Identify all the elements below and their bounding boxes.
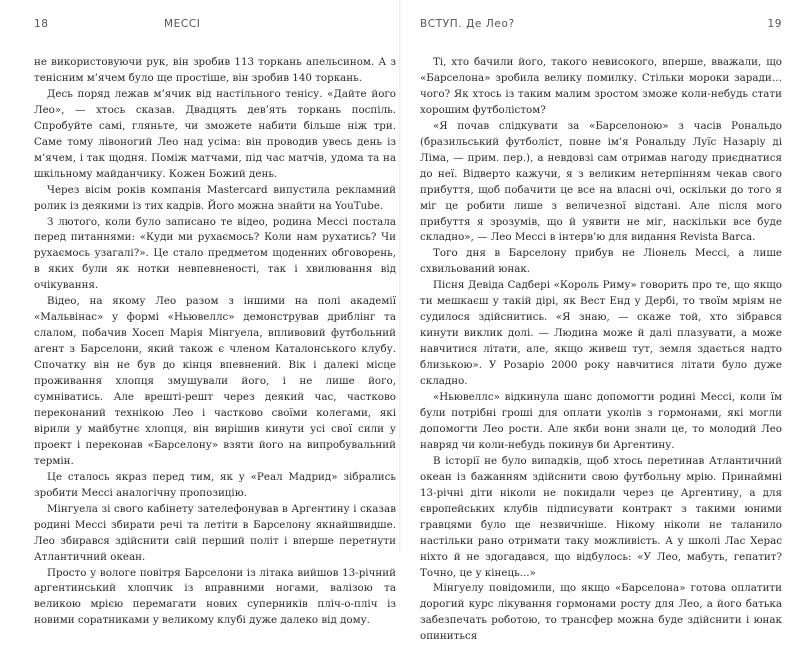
paragraph: Через вісім років компанія Mastercard випустила рекламний ролик із деякими із тих кадрів. Його можна знайти на YouTube. bbox=[34, 183, 396, 212]
paragraph: Пісня Девіда Садбері «Король Риму» говорить про те, що якщо ти мешкаєш у такій дірі, як Вест Енд у Дербі, то твоїм мріям не судилося здійснитись. «Я знаю, — скаже той, хто зібрався кинути виклик долі. — Людина може й далі плазувати, а може навчитися літати, але, якщо живеш тут, земля здається надто близькою». У Розаріо 2000 року навчитися літати було дуже складно. bbox=[420, 279, 782, 388]
paragraph: не використовуючи рук, він зробив 113 торкань апельсином. А з тенісним м’ячем було ще простіше, він зробив 140 торкань. bbox=[34, 56, 396, 84]
paragraph: Ті, хто бачили його, такого невисокого, вперше, вважали, що «Барселона» зробила велику помилку. Стільки мороки заради… чого? Як хтось із таким малим зростом зможе коли-небудь стати хорошим футболістом? bbox=[420, 56, 782, 116]
left-page bbox=[34, 0, 396, 627]
paragraph: Десь поряд лежав м’ячик від настільного тенісу. «Дайте його Лео», — хтось сказав. Двадцять дев’ять торкань поспіль. Спробуйте самі, гляньте, чи зможете набити більше ніж три. Саме тому лівоногий Лео над усіма: він проводив увесь день із м’ячем, і так щодня. Поміж матчами, під час матчів, удома та на шкільному майданчику. Кожен Божий день. bbox=[34, 87, 396, 180]
paragraph: Того дня в Барселону прибув не Лiонель Мессі, а лише схвильований юнак. bbox=[420, 247, 782, 276]
paragraph: Мінгуела зі свого кабінету зателефонував в Аргентину і сказав родині Мессі збирати речі та летіти в Барселону якнайшвидше. Лео збирався здійснити свій перший політ і вперше перетнути Атлантичний океан. bbox=[34, 502, 396, 563]
paragraph: Мінгуелу повідомили, що якщо «Барселона» готова оплатити дорогий курс лікування гормонами росту для Лео, а його батька забезпечать роботою, то трансфер можна буде здійснити і юнак опиниться bbox=[420, 582, 782, 643]
left-page-body bbox=[34, 55, 396, 629]
paragraph: Це сталось якраз перед тим, як у «Реал Мадрид» зібрались зробити Мессі аналогічну пропозицію. bbox=[34, 470, 396, 499]
paragraph: З лютого, коли було записано те відео, родина Мессі постала перед питаннями: «Куди ми рухаємось? Коли нам рухатись? Чи рухаємось узагалі?». Це стало предметом щоденних обговорень, в яких були як нотки невпевненості, так і хвилювання від очікування. bbox=[34, 215, 396, 292]
right-running-title: ВСТУП. Де Лео? bbox=[420, 18, 515, 30]
right-page-header bbox=[420, 18, 782, 36]
book-gutter bbox=[399, 0, 401, 552]
left-page-header bbox=[34, 18, 396, 36]
paragraph: «Ньювеллс» відкинула шанс допомогти родині Мессі, коли їм були потрібні гроші для оплати уколів з гормонами, які могли допомогти Лео рости. Але якби вони знали це, то молодий Лео навряд чи коли-небудь покинув би Аргентину. bbox=[420, 391, 782, 451]
paragraph: «Я почав слідкувати за «Барселоною» з часів Рональдо (бразильський футболіст, повне ім’я Рональду Луїс Назаріу ді Ліма, — прим. пер.), а невдовзі сам отримав нагоду приєднатися до неї. Відверто кажучи, я з великим нетерпінням чекав свого прибуття, щоб побачити це все на власні очі, оскільки до того я міг це робити лише з величезної відстані. Але після мого прибуття я зрозумів, що й уявити не міг, наскільки все буде складно», — Лео Мессі в інтерв’ю для видання Revista Barca. bbox=[420, 119, 782, 244]
right-page-body bbox=[420, 55, 782, 645]
paragraph: Просто у вологе повітря Барселони із літака вийшов 13-річний аргентинський хлопчик із вправними ногами, валізою та великою мрією перемагати нових суперників пліч-о-пліч із новими соратниками у великому клубі дуже далеко від дому. bbox=[34, 566, 396, 627]
paragraph: В історії не було випадків, щоб хтось перетинав Атлантичний океан із бажанням здійснити свою футбольну мрію. Принаймні 13-річні діти ніколи не покидали через це Аргентину, а для європейських клубів підписувати контракт з такими юними гравцями було ще незвичніше. Нікому ніколи не таланило настільки рано отримати таку можливість. А у школі Лас Херас ніхто й не здогадався, що відбулось: «У Лео, мабуть, гепатит? Точно, це у кінець...» bbox=[420, 454, 782, 579]
right-page-number: 19 bbox=[767, 18, 782, 30]
left-running-title: МЕССІ bbox=[164, 18, 201, 30]
left-page-number: 18 bbox=[34, 18, 49, 30]
paragraph: Відео, на якому Лео разом з іншими на полі академії «Мальвінас» у формі «Ньювеллс» демонстрував дриблінг та слалом, побачив Хосеп Марія Мінгуела, впливовий футбольний агент з Барселони, який також є членом Каталонського клубу. Спочатку він не був до кінця впевнений. Вік і далекі місце проживання хлопця змушували його, і не лише його, сумніватись. Але врешті-решт через деякий час, частково переконаний технікою Лео і частково своїми колегами, які вірили у майбутнє хлопця, він вирішив кинути усі свої сили у проект і переконав «Барселону» взяти його на випробувальний термін. bbox=[34, 295, 396, 467]
right-page bbox=[420, 0, 782, 643]
